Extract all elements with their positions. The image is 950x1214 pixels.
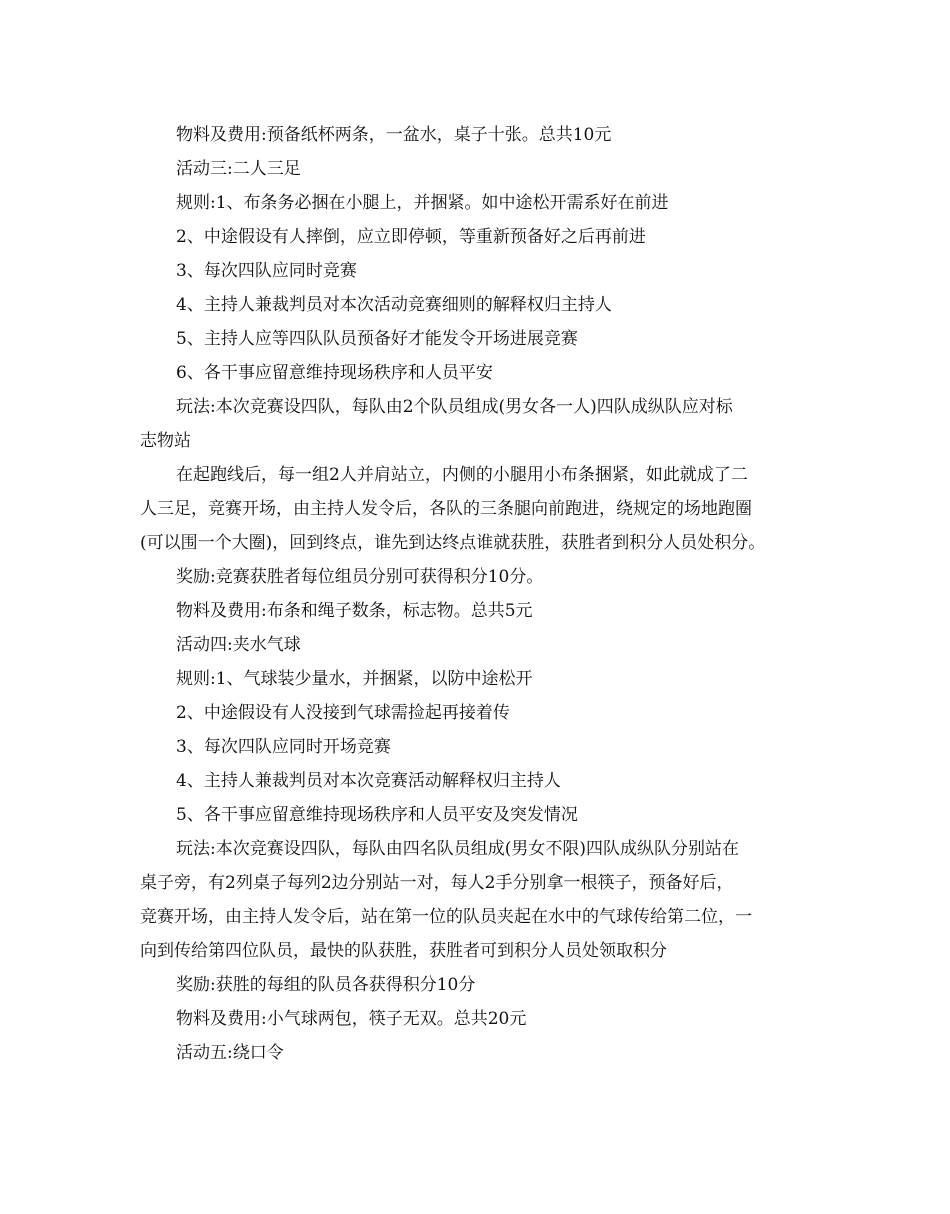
text-line: 人三足，竞赛开场，由主持人发令后，各队的三条腿向前跑进，绕规定的场地跑圈 xyxy=(140,499,752,519)
text-line: 物料及费用:预备纸杯两条，一盆水，桌子十张。总共10元 xyxy=(176,125,612,145)
text-line: 2、中途假设有人没接到气球需捡起再接着传 xyxy=(176,703,510,723)
text-line: 奖励:竞赛获胜者每位组员分别可获得积分10分。 xyxy=(176,567,544,587)
text-line: 活动三:二人三足 xyxy=(176,159,301,179)
text-line: 向到传给第四位队员，最快的队获胜，获胜者可到积分人员处领取积分 xyxy=(140,941,667,961)
text-line: 物料及费用:小气球两包，筷子无双。总共20元 xyxy=(176,1009,527,1029)
text-line: 3、每次四队应同时开场竞赛 xyxy=(176,737,391,757)
text-line: 玩法:本次竞赛设四队，每队由2个队员组成(男女各一人)四队成纵队应对标 xyxy=(176,397,733,417)
text-line: 竞赛开场，由主持人发令后，站在第一位的队员夹起在水中的气球传给第二位，一 xyxy=(140,907,752,927)
text-line: 2、中途假设有人摔倒，应立即停顿，等重新预备好之后再前进 xyxy=(176,227,646,247)
text-line: 活动五:绕口令 xyxy=(176,1043,284,1063)
text-line: 在起跑线后，每一组2人并肩站立，内侧的小腿用小布条捆紧，如此就成了二 xyxy=(176,465,748,485)
text-line: 奖励:获胜的每组的队员各获得积分10分 xyxy=(176,975,476,995)
text-line: (可以围一个大圈)，回到终点，谁先到达终点谁就获胜，获胜者到积分人员处积分。 xyxy=(140,533,766,553)
text-line: 6、各干事应留意维持现场秩序和人员平安 xyxy=(176,363,493,383)
text-line: 4、主持人兼裁判员对本次活动竞赛细则的解释权归主持人 xyxy=(176,295,612,315)
text-line: 3、每次四队应同时竞赛 xyxy=(176,261,357,281)
text-line: 规则:1、气球装少量水，并捆紧，以防中途松开 xyxy=(176,669,533,689)
text-line: 物料及费用:布条和绳子数条，标志物。总共5元 xyxy=(176,601,533,621)
text-line: 志物站 xyxy=(140,431,191,451)
text-line: 5、各干事应留意维持现场秩序和人员平安及突发情况 xyxy=(176,805,578,825)
text-line: 4、主持人兼裁判员对本次竞赛活动解释权归主持人 xyxy=(176,771,561,791)
text-line: 规则:1、布条务必捆在小腿上，并捆紧。如中途松开需系好在前进 xyxy=(176,193,669,213)
text-line: 玩法:本次竞赛设四队，每队由四名队员组成(男女不限)四队成纵队分别站在 xyxy=(176,839,739,859)
text-line: 桌子旁，有2列桌子每列2边分别站一对，每人2手分别拿一根筷子，预备好后， xyxy=(140,873,734,893)
text-line: 5、主持人应等四队队员预备好才能发令开场进展竞赛 xyxy=(176,329,578,349)
document-body xyxy=(140,118,820,1070)
text-line: 活动四:夹水气球 xyxy=(176,635,301,655)
